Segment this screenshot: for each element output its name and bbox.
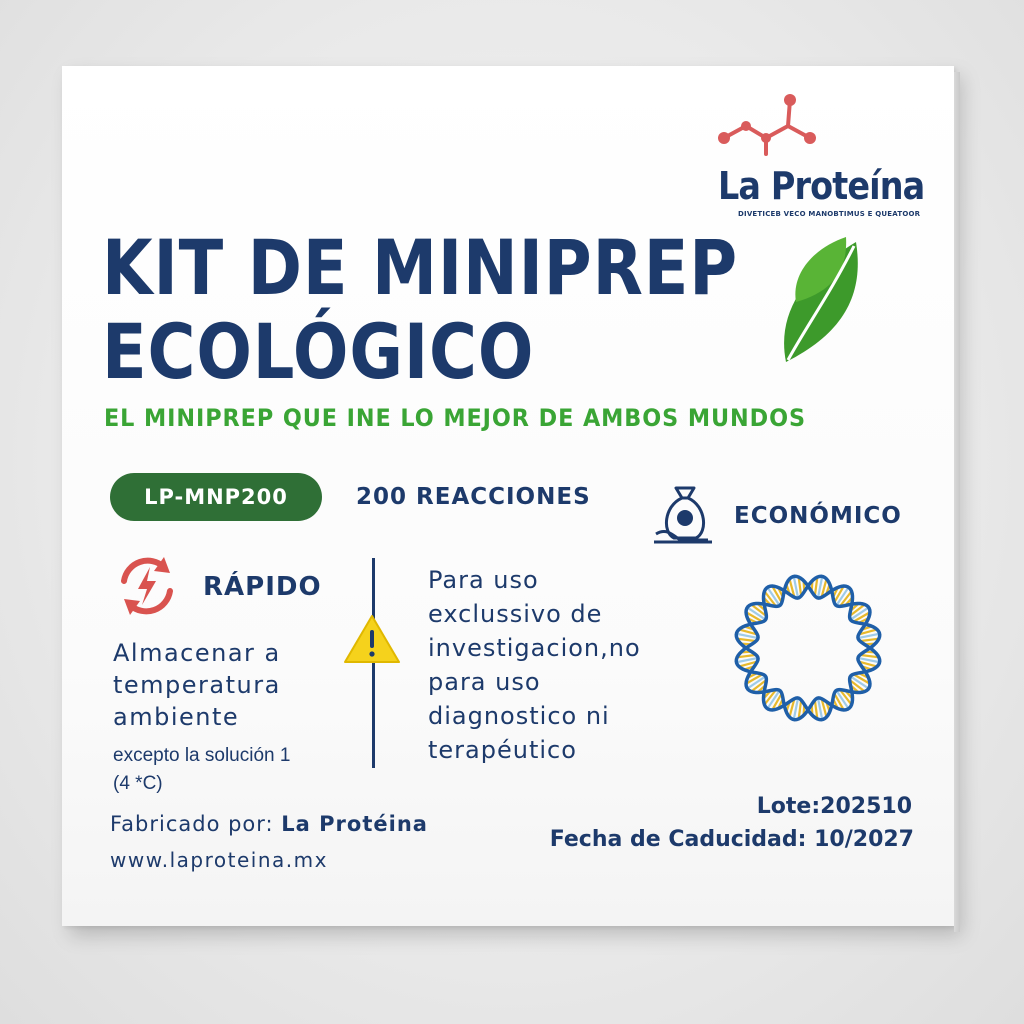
title-line-1: KIT DE MINIPREP [102,223,739,312]
storage-line-3: ambiente [113,703,240,731]
manufacturer-label: Fabricado por: [110,812,274,836]
website-link[interactable]: www.laproteina.mx [110,848,328,872]
warning-line-5: diagnostico ni [428,702,610,730]
refresh-lightning-icon [114,553,180,619]
product-title [102,223,739,396]
money-bag-icon [652,484,718,546]
storage-line-1: Almacenar a [113,639,281,667]
reactions-label: 200 REACCIONES [356,484,591,510]
warning-line-4: para uso [428,668,541,696]
warning-line-1: Para uso [428,566,539,594]
brand-name: La Proteína [718,164,925,208]
brand-tagline: DIVETICEB VECO MANOBTIMUS E QUEATOOR [738,210,921,218]
fast-label: RÁPIDO [203,572,322,602]
warning-line-2: exclussivo de [428,600,603,628]
warning-line-6: terapéutico [428,736,577,764]
product-code-badge: LP-MNP200 [110,473,322,521]
storage-note-line-2: (4 *C) [113,773,163,794]
expiry-date: Fecha de Caducidad: 10/2027 [549,827,914,852]
storage-note-line-1: excepto la solución 1 [113,745,291,766]
leaf-icon [776,232,866,372]
title-line-2: ECOLÓGICO [102,307,535,396]
dna-ring-icon [728,568,888,728]
molecule-logo-icon [718,92,828,160]
economic-label: ECONÓMICO [734,503,902,529]
manufacturer-name: La Protéina [281,812,428,836]
warning-line-3: investigacion,no [428,634,641,662]
product-subtitle: EL MINIPREP QUE INE LO MEJOR DE AMBOS MUNDOS [104,404,807,432]
storage-instructions [113,637,281,733]
lot-number: Lote:202510 [756,794,912,819]
storage-note [113,742,290,798]
storage-line-2: temperatura [113,671,281,699]
research-use-warning [428,563,641,767]
warning-icon [343,613,401,665]
manufacturer [110,812,428,836]
